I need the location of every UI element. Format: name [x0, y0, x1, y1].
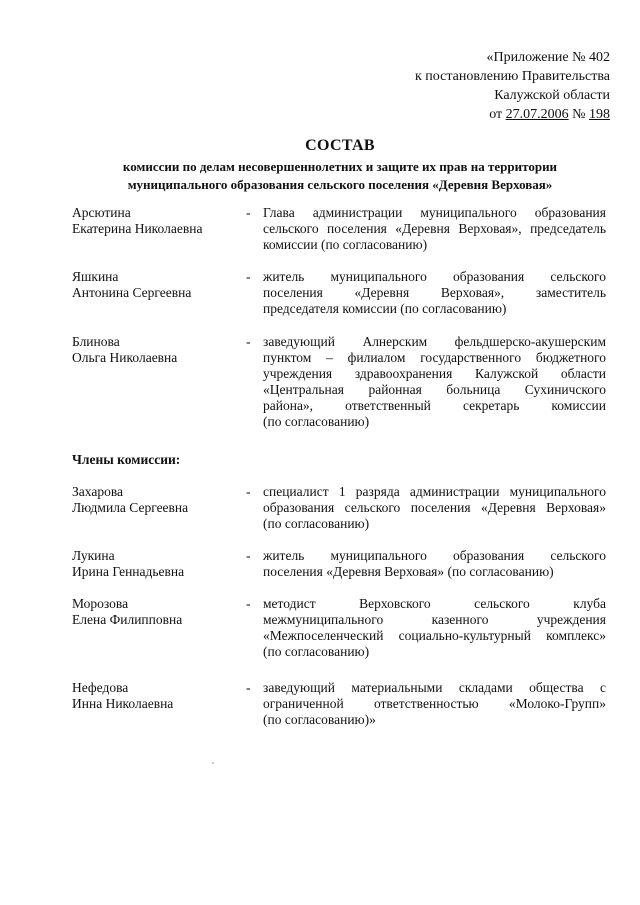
dash-separator: -	[246, 484, 251, 499]
person-name	[72, 484, 232, 516]
resolution-date: 27.07.2006	[505, 107, 569, 122]
person-given-names: Екатерина Николаевна	[72, 221, 203, 236]
role-line: председателя комиссии (по согласованию)	[263, 301, 507, 316]
person-surname: Лукина	[72, 548, 115, 563]
resolution-number: 198	[589, 107, 610, 122]
subtitle-line-2: муниципального образования сельского поселения «Деревня Верховая»	[127, 177, 553, 192]
person-surname: Морозова	[72, 596, 129, 611]
person-name	[72, 205, 232, 237]
role-line: житель муниципального образования сельского	[263, 548, 606, 563]
number-prefix: №	[568, 107, 589, 122]
person-name	[72, 680, 232, 712]
person-given-names: Ольга Николаевна	[72, 350, 178, 365]
role-line: поселения «Деревня Верховая», заместитель	[263, 285, 606, 300]
role-line: «Центральная районная больница Сухиничского	[263, 382, 606, 397]
person-role	[263, 269, 606, 317]
date-prefix: от	[489, 107, 506, 122]
appendix-date-line	[415, 105, 610, 124]
role-line: методист Верховского сельского клуба	[263, 596, 606, 611]
role-line: комиссии (по согласованию)	[263, 237, 428, 252]
role-line: заведующий материальными складами общества с	[263, 680, 606, 695]
person-role	[263, 680, 606, 728]
person-role	[263, 205, 606, 253]
person-name	[72, 596, 232, 628]
role-line: (по согласованию)	[263, 516, 370, 531]
document-title: СОСТАВ	[305, 137, 375, 154]
person-given-names: Людмила Сергеевна	[72, 500, 189, 515]
scan-speck	[212, 762, 214, 764]
person-given-names: Инна Николаевна	[72, 696, 174, 711]
dash-separator: -	[246, 205, 251, 220]
role-line: учреждения здравоохранения Калужской области	[263, 366, 606, 381]
role-line: образования сельского поселения «Деревня Верховая»	[263, 500, 606, 515]
members-heading: Члены комиссии:	[72, 452, 181, 467]
appendix-resolution: к постановлению Правительства	[414, 69, 610, 84]
title-block	[60, 136, 620, 194]
role-line: поселения «Деревня Верховая» (по согласованию)	[263, 564, 554, 579]
role-line: (по согласованию)	[263, 414, 370, 429]
subtitle-line-1: комиссии по делам несовершеннолетних и защите их прав на территории	[122, 159, 558, 174]
person-surname: Арсютина	[72, 205, 131, 220]
appendix-header	[415, 48, 610, 124]
role-line: (по согласованию)»	[263, 712, 376, 727]
role-line: сельского поселения «Деревня Верховая», председатель	[263, 221, 606, 236]
dash-separator: -	[246, 548, 251, 563]
role-line: пунктом – филиалом государственного бюджетного	[263, 350, 606, 365]
role-line: (по согласованию)	[263, 644, 370, 659]
dash-separator: -	[246, 680, 251, 695]
dash-separator: -	[246, 596, 251, 611]
person-given-names: Антонина Сергеевна	[72, 285, 192, 300]
person-given-names: Елена Филипповна	[72, 612, 183, 627]
person-surname: Яшкина	[72, 269, 119, 284]
person-given-names: Ирина Геннадьевна	[72, 564, 185, 579]
appendix-number: «Приложение № 402	[486, 50, 610, 65]
person-role	[263, 334, 606, 430]
appendix-region: Калужской области	[494, 88, 610, 103]
dash-separator: -	[246, 269, 251, 284]
person-name	[72, 548, 232, 580]
role-line: заведующий Алнерским фельдшерско-акушерским	[263, 334, 606, 349]
dash-separator: -	[246, 334, 251, 349]
role-line: специалист 1 разряда администрации муниципального	[263, 484, 606, 499]
person-name	[72, 269, 232, 301]
role-line: житель муниципального образования сельского	[263, 269, 606, 284]
role-line: ограниченной ответственностью «Молоко-Групп»	[263, 696, 606, 711]
person-surname: Захарова	[72, 484, 124, 499]
person-role	[263, 484, 606, 532]
document-subtitle	[60, 158, 620, 194]
person-name	[72, 334, 232, 366]
role-line: района», ответственный секретарь комиссии	[263, 398, 606, 413]
role-line: Глава администрации муниципального образования	[263, 205, 606, 220]
person-surname: Блинова	[72, 334, 120, 349]
person-role	[263, 548, 606, 580]
person-role	[263, 596, 606, 660]
role-line: «Межпоселенческий социально-культурный комплекс»	[263, 628, 606, 643]
role-line: межмуниципального казенного учреждения	[263, 612, 606, 627]
person-surname: Нефедова	[72, 680, 129, 695]
